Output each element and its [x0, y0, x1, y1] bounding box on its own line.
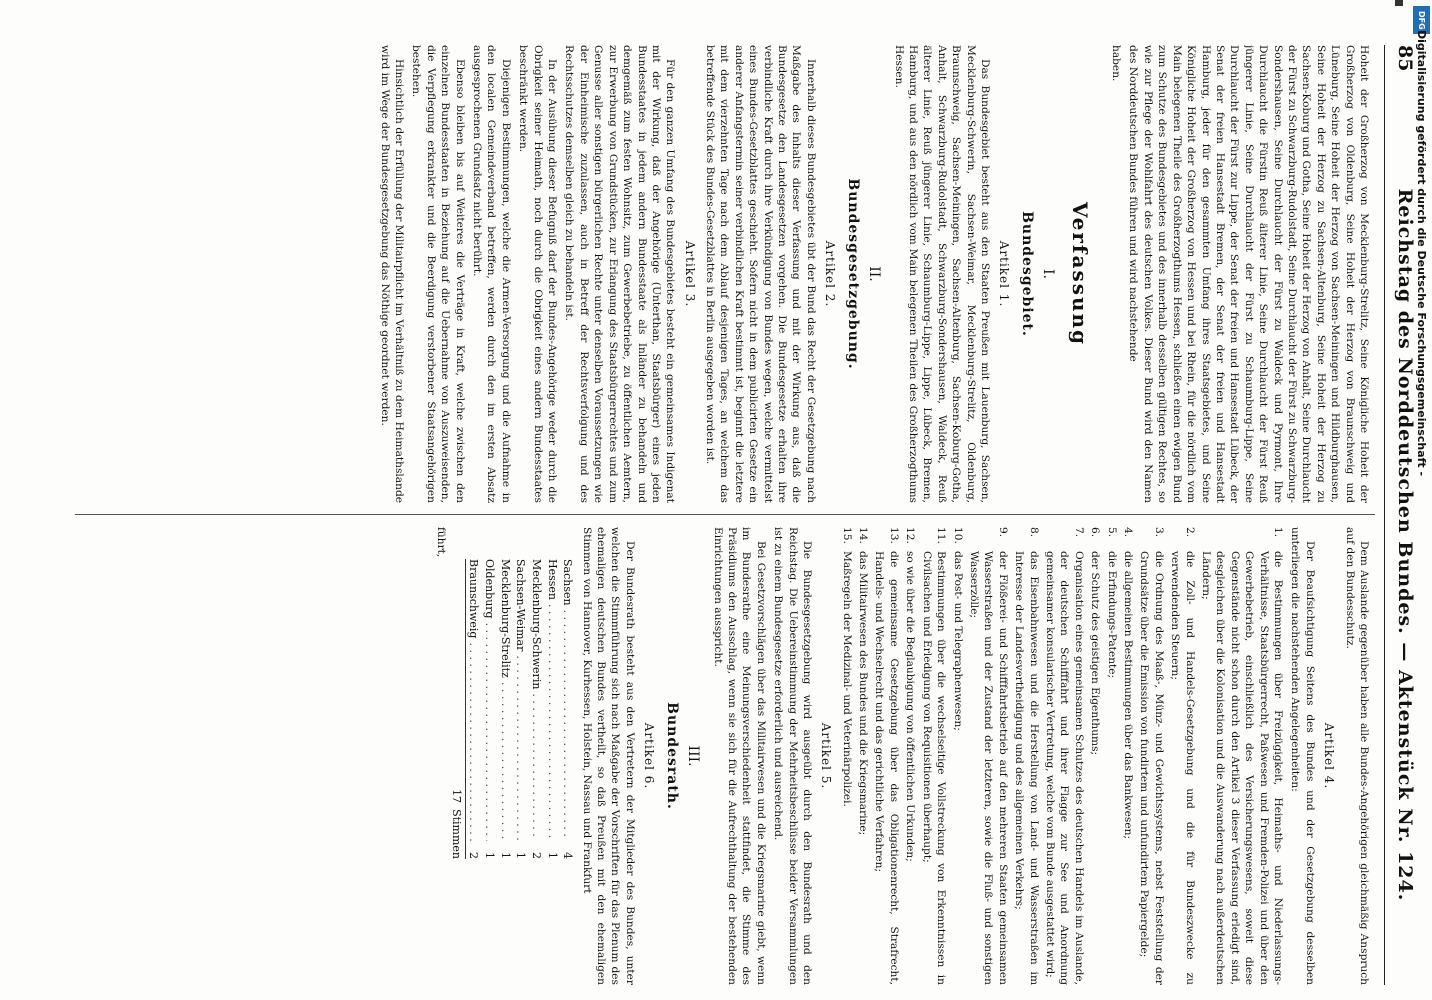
votes-dot-leader [497, 682, 513, 841]
article-6-text: Der Bundesrath besteht aus den Vertretern der Mitglieder des Bundes, unter welchen die Stimmführung sich nach Maßgabe der Vorschriften für das Plenum des ehemaligen deutschen Bundes vertheilt, so daß Preußen mit den ehemaligen Stimmen von Hannover, Kurhessen, Holstein, Nassau und Frankfurt [580, 527, 636, 985]
votes-row [528, 559, 544, 859]
votes-state-name: Braunschweig [467, 559, 481, 639]
column-left [71, 45, 1371, 503]
votes-total [448, 559, 466, 859]
page-title: Reichstag des Norddeutschen Bundes. — Aktenstück Nr. 124. [1394, 188, 1416, 902]
votes-row [544, 559, 560, 859]
votes-count: 2 [529, 852, 543, 859]
article-4-list [839, 527, 1285, 985]
article-4-item [1137, 527, 1166, 985]
article-5-paragraph-2: Bei Gesetzvorschlägen über das Militairwesen und die Kriegsmarine giebt, wenn im Bundesrathe eine Meinungsverschiedenheit stattfindet, die Stimme des Präsidiums den Ausschlag, wenn sie sich für die Aufrechthaltung der bestehenden Einrichtungen ausspricht. [711, 527, 767, 985]
votes-row [497, 559, 513, 859]
bundesschutz-paragraph: Dem Auslande gegenüber haben alle Bundes-Angehörigen gleichmäßig Anspruch auf den Bundesschutz. [1343, 527, 1370, 985]
haben-paragraph: haben. [1110, 45, 1123, 82]
section-1-number: I. [1040, 269, 1057, 279]
article-4-item-number: 2. [1183, 527, 1196, 538]
article-3-paragraph-1: Für den ganzen Umfang des Bundesgebietes besteht ein gemeinsames Indigenat mit der Wirkung, daß der Angehörige (Unterthan, Staatsbürger) eines jeden Bundesstaates in jedem andern Bundesstaate als Inländer zu behandeln und demgemäß zum festen Wohnsitz, zum Gewerbebetriebe, zu öffentlichen Aemtern, zur Erwerbung von Grundstücken, zur Erlangung des Staatsbürgerrechtes und zum Genusse aller sonstigen bürgerlichen Rechte unter denselben Voraussetzungen wie der Einheimische zuzulassen, auch in Betreff der Rechtsverfolgung und des Rechtsschutzes demselben gleich zu behandeln ist. [563, 45, 677, 503]
article-4-item-text: Organisation eines gemeinsamen Schutzes des deutschen Handels im Auslande, der deutschen Schifffahrt und ihrer Flagge zur See und Anordnung gemeinsamer konsularischer Vertretung, welche vom Bunde ausgestattet wird; [1043, 551, 1085, 985]
article-3-paragraph-4: Ebenso bleiben bis auf Weiteres die Verträge in Kraft, welche zwischen den einzelnen Bundesstaaten in Beziehung auf die Uebernahme von Auszuweisenden, die Verpflegung erkrankter und die Beerdigung verstorbener Staatsangehörigen bestehen. [410, 45, 466, 503]
section-2-title: Bundesgesetzgebung. [845, 178, 862, 370]
article-5-label: Artikel 5. [819, 722, 834, 790]
article-4-item-text: das Eisenbahnwesen und die Herstellung von Land- und Wasserstraßen im Interesse der Landesvertheidigung und des allgemeinen Verkehrs; [1013, 551, 1040, 985]
votes-state-name: Oldenburg [483, 559, 497, 619]
article-4-item [1104, 527, 1118, 985]
article-4-item-number: 1. [1272, 527, 1285, 538]
votes-table [466, 559, 575, 859]
article-4-item [903, 527, 917, 985]
votes-total-number: 17 [449, 789, 463, 804]
article-4-item-number: 13. [887, 527, 900, 544]
article-4-item [1012, 527, 1041, 985]
votes-dot-leader [544, 604, 560, 841]
votes-row [513, 559, 529, 859]
votes-dot-leader [466, 642, 482, 841]
votes-count: 1 [498, 852, 512, 859]
section-3-number: III. [685, 745, 702, 767]
article-4-label: Artikel 4. [1322, 722, 1337, 790]
section-1-title: Bundesgebiet. [1019, 211, 1036, 337]
article-4-item-number: 10. [951, 527, 964, 544]
article-4-item-number: 15. [840, 527, 853, 544]
verfassung-heading: Verfassung [1067, 201, 1092, 347]
section-2-number: II. [866, 266, 883, 282]
votes-count: 1 [545, 852, 559, 859]
votes-count: 1 [514, 852, 528, 859]
article-4-item-text: so wie über die Beglaubigung von öffentlichen Urkunden; [904, 551, 917, 862]
section-3-title: Bundesrath. [664, 702, 681, 810]
article-4-item-number: 3. [1152, 527, 1165, 538]
dfg-funding-notice: Digitalisierung gefördert durch die Deutsche Forschungsgemeinschaft - [1415, 30, 1428, 477]
votes-count: 4 [561, 852, 575, 859]
votes-dot-leader [528, 693, 544, 841]
votes-dot-leader [513, 655, 529, 841]
article-4-item [1199, 527, 1285, 985]
votes-dot-leader [481, 623, 497, 841]
article-4-item-text: Bestimmungen über die wechselseitige Vollstreckung von Erkenntnissen in Civilsachen und Erledigung von Requisitionen überhaupt; [920, 551, 948, 985]
article-4-item-text: der Flößerei- und Schifffahrtsbetrieb auf den mehreren Staaten gemeinsamen Wasserstraßen und der Zustand der letzteren, sowie die Fluß- und sonstigen Wasserzölle; [967, 551, 1009, 985]
votes-row [560, 559, 576, 859]
dfg-strip [1411, 0, 1432, 1000]
article-3-paragraph-2: In der Ausübung dieser Befugniß darf der Bundes-Angehörige weder durch die Obrigkeit seiner Heimath, noch durch die Obrigkeit eines andern Bundesstaates beschränkt werden. [517, 45, 559, 503]
article-4-item-number: 6. [1089, 527, 1102, 538]
rotated-print-area [55, 45, 1425, 985]
article-4-item-text: die gemeinsame Gesetzgebung über das Obligationenrecht, Strafrecht, Handels- und Wechselrecht und das gerichtliche Verfahren; [873, 551, 900, 985]
votes-row [481, 559, 497, 859]
article-4-item-text: die Zoll- und Handels-Gesetzgebung und die für Bundeszwecke zu verwendenden Steuern; [1169, 551, 1196, 985]
article-4-item [967, 527, 1010, 985]
article-4-item [856, 527, 870, 985]
article-4-item-text: die Bestimmungen über Freizügigkeit, Heimaths- und Niederlassungs-Verhältnisse, Staatsbürgerrecht, Paßwesen und Fremden-Polizei und über den Gewerbebetrieb, einschließlich des Versicherungswesens, soweit diese Gegenstände nicht schon durch den Artikel 3 dieser Verfassung erledigt sind, desgleichen über die Kolonisation und die Auswanderung nach außerdeutschen Ländern; [1200, 551, 1285, 985]
votes-state-name: Hessen [545, 559, 559, 600]
column-divider [75, 514, 1375, 515]
article-2-text: Innerhalb dieses Bundesgebietes übt der Bund das Recht der Gesetzgebung nach Maßgabe des Inhalts dieser Verfassung und mit der Wirkung aus, daß die Bundesgesetze den Landesgesetzen vorgehen. Die Bundesgesetze erhalten ihre verbindliche Kraft durch ihre Verkündigung von Bundes wegen, welche vermittelst eines Bundes-Gesetzblattes geschieht. Sofern nicht in dem publicirten Gesetze ein anderer Anfangstermin seiner verbindlichen Kraft bestimmt ist, beginnt die letztere mit dem vierzehnten Tage nach dem Ablauf desjenigen Tages, an welchem das betreffende Stück des Bundes-Gesetzblattes in Berlin ausgegeben worden ist. [704, 45, 817, 503]
article-4-item [1168, 527, 1197, 985]
article-4-item [1121, 527, 1135, 985]
votes-count: 2 [467, 852, 481, 859]
article-5-paragraph-1: Die Bundesgesetzgebung wird ausgeübt durch den Bundesrath und den Reichstag. Die Uebereinstimmung der Mehrheitsbeschlüsse beider Versammlungen ist zu einem Bundesgesetze erforderlich und ausreichend. [772, 527, 813, 985]
article-1-text: Das Bundesgebiet besteht aus den Staaten Preußen mit Lauenburg, Sachsen, Mecklenburg-Schwerin, Sachsen-Weimar, Mecklenburg-Strelitz, Oldenburg, Braunschweig, Sachsen-Meiningen, Sachsen-Altenburg, Sachsen-Koburg-Gotha, Anhalt, Schwarzburg-Rudolstadt, Schwarzburg-Sondershausen, Waldeck, Reuß älterer Linie, Reuß jüngerer Linie, Schaumburg-Lippe, Lippe, Lübeck, Bremen, Hamburg, und aus den nördlich vom Main belegenen Theilen des Großherzogthums Hessen. [892, 45, 992, 503]
votes-state-name: Sachsen-Weimar [514, 559, 528, 652]
article-4-item [839, 527, 853, 985]
article-4-intro: Der Beaufsichtigung Seitens des Bundes und der Gesetzgebung desselben unterliegen die nachstehenden Angelegenheiten: [1289, 527, 1316, 985]
article-4-item-number: 9. [996, 527, 1009, 538]
votes-total-unit: Stimmen [449, 809, 463, 859]
article-4-item-text: die allgemeinen Bestimmungen über das Bankwesen; [1122, 551, 1134, 840]
edge-scan-mark [1395, 0, 1403, 6]
article-4-item-number: 12. [904, 527, 917, 544]
article-4-item [919, 527, 948, 985]
article-6-label: Artikel 6. [642, 722, 657, 790]
votes-row [466, 559, 482, 859]
article-4-item-number: 5. [1105, 527, 1118, 538]
article-3-label: Artikel 3. [682, 240, 697, 308]
article-4-item [1088, 527, 1102, 985]
header-rule [1384, 45, 1385, 985]
article-4-item-text: das Post- und Telegraphenwesen; [951, 551, 964, 731]
article-4-item-number: 14. [857, 527, 870, 544]
fuehrt-paragraph: führt, [434, 527, 447, 558]
intro-paragraph: Hoheit der Großherzog von Mecklenburg-Strelitz, Seine Königliche Hoheit der Großherzog von Oldenburg, Seine Hoheit der Herzog von Braunschweig und Lüneburg, Seine Hoheit der Herzog von Sachsen-Meiningen und Hildburghausen, Seine Hoheit der Herzog zu Sachsen-Altenburg, Seine Hoheit der Herzog zu Sachsen-Koburg und Gotha, Seine Hoheit der Herzog von Anhalt, Seine Durchlaucht der Fürst zu Schwarzburg-Rudolstadt, Seine Durchlaucht der Fürst zu Schwarzburg-Sondershausen, Seine Durchlaucht der Fürst zu Waldeck und Pyrmont, Ihre Durchlaucht die Fürstin Reuß älterer Linie, Seine Durchlaucht der Fürst Reuß jüngerer Linie, Seine Durchlaucht der Fürst zu Schaumburg-Lippe, Seine Durchlaucht der Fürst zur Lippe, der Senat der freien und Hansestadt Lübeck, der Senat der freien Hansestadt Bremen, der Senat der freien und Hansestadt Hamburg, jeder für den gesammten Umfang ihres Staatsgebietes, und Seine Königliche Hoheit der Großherzog von Hessen und bei Rhein, für die nördlich vom Main belegenen Theile des Großherzogthums Hessen, schließen einen ewigen Bund zum Schutze des Bundesgebietes und des innerhalb desselben gültigen Rechtes, so wie zur Pflege der Wohlfahrt des deutschen Volkes. Dieser Bund wird den Namen des Norddeutschen Bundes führen und wird nachstehende [1127, 45, 1370, 503]
article-4-item-number: 11. [935, 527, 948, 544]
votes-state-name: Mecklenburg-Strelitz [498, 559, 512, 678]
article-4-item-number: 7. [1072, 527, 1085, 538]
article-4-item-text: das Militairwesen des Bundes und die Kriegsmarine; [857, 551, 870, 836]
article-4-item-text: die Ordnung des Maaß-, Münz- und Gewichtssystems, nebst Feststellung der Grundsätze über die Emission von fundirtem und unfundirtem Papiergelde; [1138, 551, 1165, 985]
article-3-paragraph-3: Diejenigen Bestimmungen, welche die Armen-Versorgung und die Aufnahme in den localen Gemeindeverband betreffen, werden durch den im ersten Absatz ausgesprochenen Grundsatz nicht berührt. [471, 45, 512, 503]
votes-state-name: Sachsen [561, 559, 575, 606]
page-number: 85 [1394, 45, 1416, 72]
article-4-item [872, 527, 901, 985]
article-4-item-text: Maßregeln der Medizinal- und Veterinärpolizei. [840, 551, 853, 807]
votes-count: 1 [483, 852, 497, 859]
article-4-item-text: die Erfindungs-Patente; [1105, 551, 1118, 679]
column-right [71, 527, 1371, 985]
article-4-item-number: 4. [1122, 527, 1134, 538]
article-4-item [950, 527, 964, 985]
votes-dot-leader [560, 610, 576, 841]
dfg-logo: DFG [1413, 6, 1430, 34]
article-3-paragraph-5: Hinsichtlich der Erfüllung der Militairpflicht im Verhältniß zu dem Heimathslande wird im Wege der Bundesgesetzgebung das Nöthige geordnet werden. [378, 45, 406, 503]
article-4-item-text: der Schutz des geistigen Eigenthums; [1089, 551, 1102, 756]
article-1-label: Artikel 1. [997, 240, 1012, 308]
article-4-item-number: 8. [1027, 527, 1040, 538]
article-4-item [1043, 527, 1086, 985]
votes-state-name: Mecklenburg-Schwerin [529, 559, 543, 690]
article-2-label: Artikel 2. [823, 240, 838, 308]
